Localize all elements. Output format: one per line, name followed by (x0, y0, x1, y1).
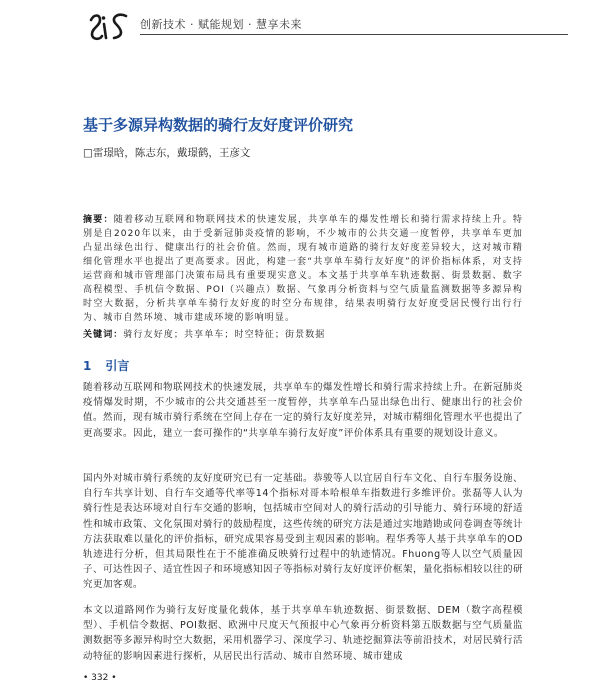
article-authors: □雷璟晗，陈志东，戴璟鹤，王彦文 (83, 147, 251, 159)
keywords-text: 骑行友好度；共享单车；时空特征；街景数据 (123, 330, 326, 340)
paragraph-1: 随着移动互联网和物联网技术的快速发展，共享单车的爆发性增长和骑行需求持续上升。在新冠肺炎疫情爆发时期，不少城市的公共交通甚至一度暂停，共享单车凸显出绿色出行、健康出行的社会价值。然而，现有城市骑行系统在空间上存在一定的骑行友好度差异，对城市精细化管理水平也提出了更高要求。因此，建立一套可操作的“共享单车骑行友好度”评价体系具有重要的规划设计意义。 (83, 382, 524, 439)
journal-slogan: 创新技术 · 赋能规划 · 慧享未来 (140, 18, 302, 31)
page-number: • 332 • (83, 673, 117, 683)
journal-header (88, 10, 568, 50)
abstract-label: 摘要： (83, 215, 114, 225)
section-number: 1 (83, 359, 92, 373)
header-divider (140, 34, 568, 35)
abstract (83, 213, 523, 325)
paragraph-2: 国内外对城市骑行系统的友好度研究已有一定基础。恭骏等人以宜居自行车文化、自行车服务设施、自行车共享计划、自行车交通等代率等14个指标对哥本哈根单车指数进行多维评价。张磊等人认为骑行性是表达环境对自行车交通的影响，包括城市空间对人的骑行活动的引导能力、骑行环境的舒适性和城市政策、文化氛围对骑行的鼓励程度，这些传统的研究方法是通过实地踏勘或问卷调查等统计方法获取难以量化的评价指标，研究成果容易受到主观因素的影响。程华秀等人基于共享单车的OD轨迹进行分析，但其局限性在于不能准确反映骑行过程中的轨迹情况。Fhuong等人以空气质量因子、可达性因子、适宜性因子和环境感知因子等指标对骑行友好度评价框架，量化指标相较以往的研究更加客观。 (83, 473, 524, 591)
abstract-text: 随着移动互联网和物联网技术的快速发展，共享单车的爆发性增长和骑行需求持续上升。特别是自2020年以来，由于受新冠肺炎疫情的影响，不少城市的公共交通一度暂停，共享单车更加凸显出绿色出行、健康出行的社会价值。然而，现有城市道路的骑行友好度差异较大，这对城市精细化管理水平也提出了更高要求。因此，构建一套“共享单车骑行友好度”的评价指标体系，对支持运营商和城市管理部门决策布局具有重要现实意义。本文基于共享单车轨迹数据、街景数据、数字高程模型、手机信令数据、POI（兴趣点）数据、气象再分析资料与空气质量监测数据等多源异构时空大数据，分析共享单车骑行友好度的时空分布规律，结果表明骑行友好度受居民慢行出行行为、城市自然环境、城市建成环境的影响明显。 (83, 215, 523, 323)
keywords (83, 328, 523, 342)
section-title: 引言 (105, 359, 130, 373)
article-title: 基于多源异构数据的骑行友好度评价研究 (83, 116, 354, 134)
keywords-label: 关键词： (83, 330, 124, 340)
journal-logo-icon (88, 10, 132, 42)
section-heading (83, 357, 129, 374)
paragraph-3: 本文以道路网作为骑行友好度量化载体，基于共享单车轨迹数据、街景数据、DEM（数字高程模型）、手机信令数据、POI数据、欧洲中尺度天气预报中心气象再分析资料第五版数据与空气质量监测数据等多源异构时空大数据，采用机器学习、深度学习、轨迹挖掘算法等前沿技术，对居民骑行活动特征的影响因素进行探析，从居民出行活动、城市自然环境、城市建成 (83, 605, 524, 662)
